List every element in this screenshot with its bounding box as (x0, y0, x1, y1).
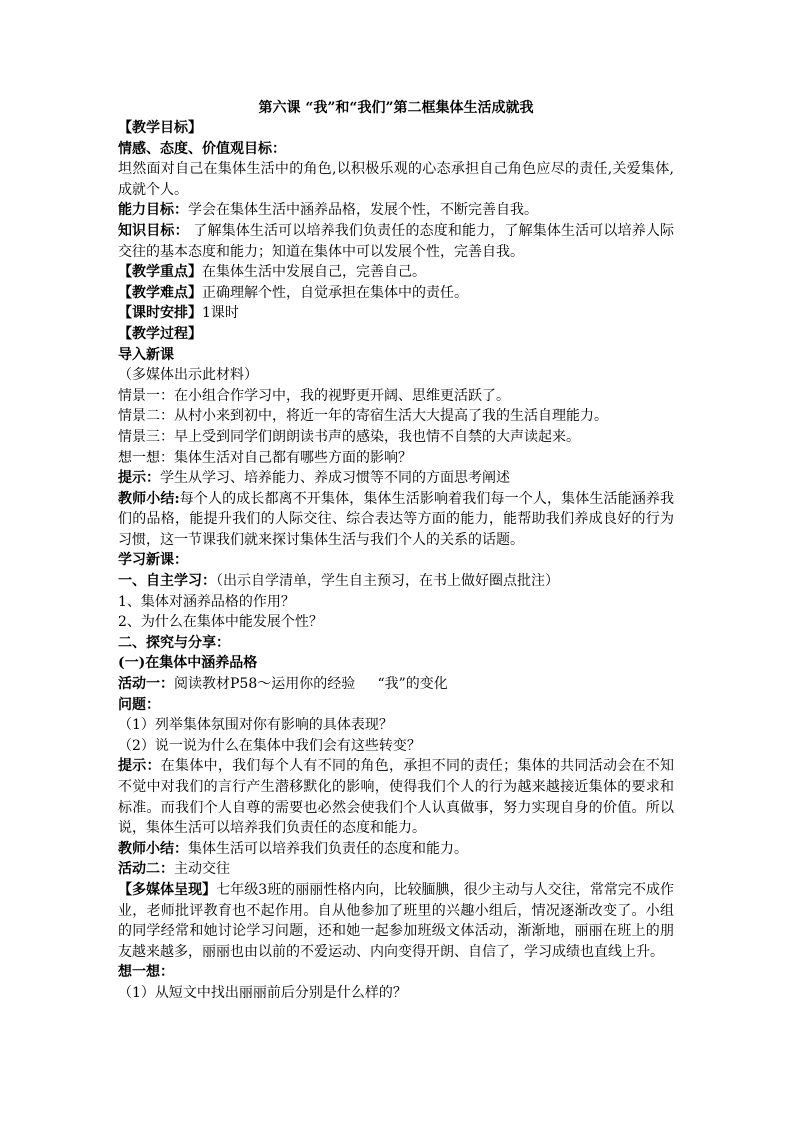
ability-goal: 能力目标：学会在集体生活中涵养品格，发展个性，不断完善自我。 (118, 202, 538, 219)
think-2-question-1: （1）从短文中找出丽丽前后分别是什么样的？ (118, 984, 407, 1001)
document-body (118, 118, 674, 1004)
knowledge-goal: 知识目标： 了解集体生活可以培养我们负责任的态度和能力，了解集体生活可以培养人际交往的基本态度和能力；知道在集体中可以发展个性，完善自我。 (118, 222, 675, 260)
hint-1: 提示：学生从学习、培养能力、养成习惯等不同的方面思考阐述 (118, 470, 510, 487)
think-question-1: 想一想：集体生活对自己都有哪些方面的影响？ (118, 449, 412, 466)
goals-heading: 【教学目标】 (118, 120, 202, 136)
section-1-heading: (一)在集体中涵养品格 (118, 655, 258, 672)
emotion-goal-label: 情感、态度、价值观目标： (118, 140, 286, 157)
difficult-point: 【教学难点】正确理解个性，自觉承担在集体中的责任。 (118, 284, 468, 301)
activity-1: 活动一：阅读教材P58～运用你的经验 “我”的变化 (118, 676, 448, 693)
think-heading-2: 想一想： (118, 964, 174, 981)
hint-2: 提示：在集体中，我们每个人有不同的角色，承担不同的责任；集体的共同活动会在不知不觉中对我们的言行产生潜移默化的影响，使得我们个人的行为越来越接近集体的要求和标准。而我们个人自尊的需要也必然会使我们个人认真做事，努力实现自身的价值。所以说，集体生活可以培养我们负责任的态度和能力。 (118, 758, 675, 837)
document-title: 第六课 “我”和“我们”第二框集体生活成就我 (258, 100, 534, 116)
scene-3: 情景三：早上受到同学们朗朗读书声的感染，我也情不自禁的大声读起来。 (118, 428, 580, 445)
key-point: 【教学重点】在集体生活中发展自己，完善自己。 (118, 264, 426, 281)
activity-2: 活动二：主动交往 (118, 861, 230, 878)
scene-1: 情景一：在小组合作学习中，我的视野更开阔、思维更活跃了。 (118, 387, 510, 404)
self-study-question-1: 1、集体对涵养品格的作用？ (118, 593, 295, 610)
question-label: 问题： (118, 696, 160, 713)
question-1: （1）列举集体氛围对你有影响的具体表现？ (118, 717, 393, 734)
self-study-question-2: 2、为什么在集体中能发展个性？ (118, 614, 323, 631)
scene-2: 情景二：从村小来到初中，将近一年的寄宿生活大大提高了我的生活自理能力。 (118, 408, 608, 425)
schedule: 【课时安排】1课时 (118, 305, 239, 322)
intro-note: （多媒体出示此材料） (118, 367, 258, 384)
intro-heading: 导入新课 (118, 346, 174, 363)
media-presentation: 【多媒体呈现】七年级3班的丽丽性格内向，比较腼腆，很少主动与人交往，常常完不成作业，老师批评教育也不起作用。自从他参加了班里的兴趣小组后，情况逐渐改变了。小组的同学经常和她讨论学习问题，还和她一起参加班级文体活动，渐渐地，丽丽在班上的朋友越来越多，丽丽也由以前的不爱运动、内向变得开朗、自信了，学习成绩也直线上升。 (118, 881, 675, 960)
teacher-summary-1: 教师小结:每个人的成长都离不开集体，集体生活影响着我们每一个人，集体生活能涵养我们的品格，能提升我们的人际交往、综合表达等方面的能力，能帮助我们养成良好的行为习惯，这一节课我们就来探讨集体生活与我们个人的关系的话题。 (118, 490, 675, 548)
emotion-goal-text: 坦然面对自己在集体生活中的角色,以积极乐观的心态承担自己角色应尽的责任,关爱集体,成就个人。 (118, 161, 674, 198)
question-2: （2）说一说为什么在集体中我们会有这些转变？ (118, 737, 421, 754)
self-study: 一、自主学习：（出示自学清单，学生自主预习，在书上做好圈点批注） (118, 573, 559, 590)
new-lesson-heading: 学习新课： (118, 552, 188, 569)
explore-heading: 二、探究与分享： (118, 634, 230, 651)
process-heading: 【教学过程】 (118, 325, 202, 342)
teacher-summary-2: 教师小结：集体生活可以培养我们负责任的态度和能力。 (118, 840, 468, 857)
